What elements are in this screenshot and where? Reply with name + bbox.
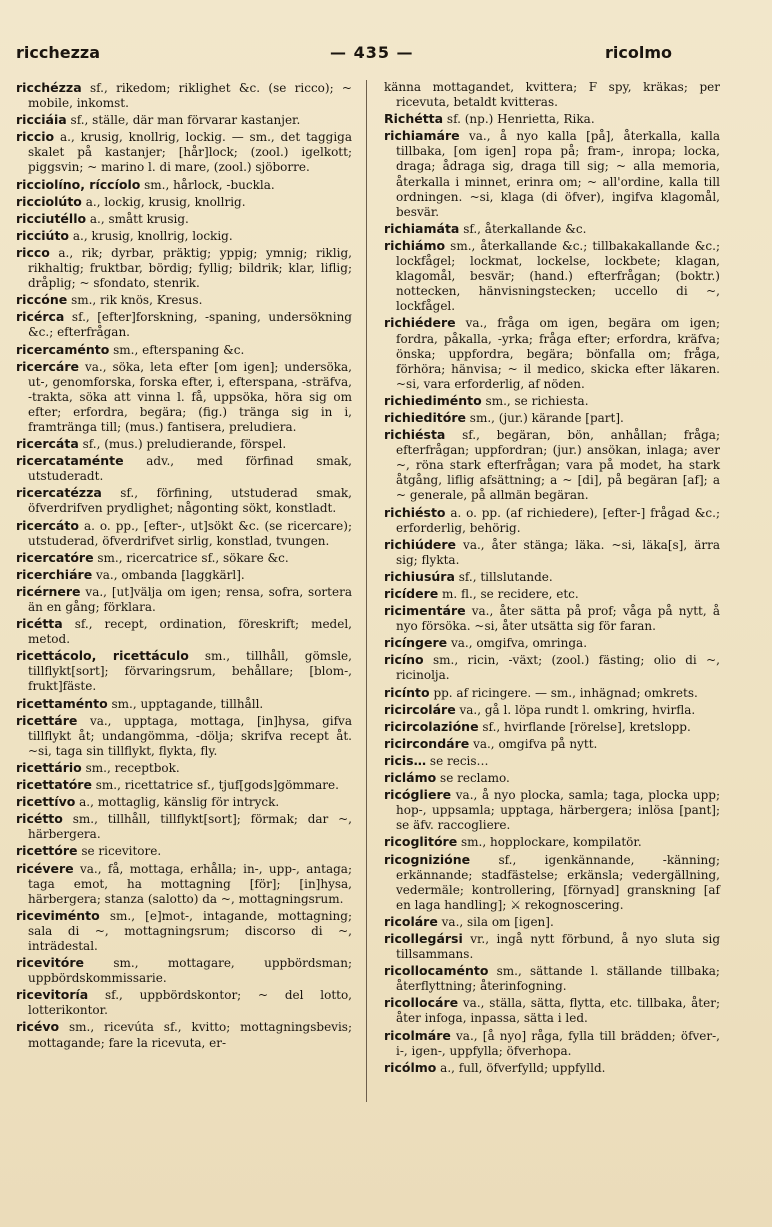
dictionary-entry (16, 129, 352, 175)
entry-definition: känna mottagandet, kvittera; F spy, kräkas; per ricevuta, betaldt kvitteras. (384, 80, 720, 110)
dictionary-entry (16, 760, 352, 776)
entry-headword: ricciolíno, ríccíolo (16, 176, 141, 192)
entry-headword: ricínto (384, 684, 430, 700)
dictionary-entry (384, 995, 720, 1026)
dictionary-entry (384, 393, 720, 409)
dictionary-entry (16, 843, 352, 859)
entry-definition: a., krusig, knollrig, lockig. — sm., det taggiga skalet på kastanjer; [hår]lock; (zool.) igelkott; piggsvin; ~ marino l. di mare, (zool.) sjöborre. (28, 130, 352, 175)
entry-headword: ricólmo (384, 1059, 437, 1075)
entry-headword: ricógliere (384, 787, 452, 803)
dictionary-entry (16, 713, 352, 759)
entry-definition: sm., återkallande &c.; tillbakakallande &c.; lockfågel; lockmat, lockelse, lockbete; klagan, klagomål, besvär; (hand.) efterfrågan; (boktr.) nottecken, hänvisningstecken; uccello di ~, lockfågel. (396, 238, 720, 314)
dictionary-entry (384, 410, 720, 426)
dictionary-entry (16, 485, 352, 516)
dictionary-entry (384, 931, 720, 962)
entry-definition: vr., ingå nytt förbund, å nyo sluta sig tillsammans. (396, 931, 720, 962)
entry-definition: sm., ricercatrice sf., sökare &c. (97, 550, 289, 565)
entry-headword: ricevitóre (16, 955, 84, 971)
entry-headword: richiédere (384, 315, 456, 331)
entry-definition: sm., ricettatrice sf., tjuf[gods]gömmare. (95, 778, 339, 793)
entry-headword: ricerchiáre (16, 566, 93, 582)
entry-definition: va., få, mottaga, erhålla; in-, upp-, antaga; taga emot, ha mottagning [för]; [in]hysa, härbergera; stanza (salotto) da ~, mottagningsrum. (28, 861, 352, 906)
dictionary-entry (384, 80, 720, 110)
entry-definition: sf., igenkännande, -känning; erkännande; stadfästelse; erkänsla; vedergällning, vedermäle; kontrollering, [förnyad] granskning [af en laga handling]; ⚔ rekognoscering. (396, 852, 720, 912)
header-last-word: ricolmo (605, 43, 672, 62)
entry-headword: ricettáre (16, 712, 78, 728)
entry-headword: ricettácolo, ricettáculo (16, 648, 189, 664)
entry-headword: riclámo (384, 770, 437, 786)
entry-headword: richieditóre (384, 409, 466, 425)
dictionary-entry (16, 648, 352, 694)
entry-definition: va., fråga om igen, begära om igen; fordra, påkalla, -yrka; fråga efter; erfordra, kräfva; önska; uppfordra, begära; bönfalla om; fråga, förhöra; hänvisa; ~ il medico, skicka efter läkaren. ~si, vara erforderlig, af nöden. (396, 316, 720, 391)
entry-definition: sf., (mus.) preludierande, förspel. (82, 437, 287, 452)
dictionary-entry (16, 342, 352, 358)
entry-headword: ricíngere (384, 635, 448, 651)
dictionary-entry (16, 1019, 352, 1050)
entry-headword: ricircolazióne (384, 718, 479, 734)
dictionary-entry (16, 861, 352, 907)
dictionary-entry (16, 550, 352, 566)
dictionary-entry (384, 719, 720, 735)
entry-definition: sf., recept, ordination, föreskrift; medel, metod. (28, 617, 352, 647)
entry-definition: va., [å nyo] rågа, fylla till brädden; öfver-, i-, igen-, uppfylla; öfverhopa. (396, 1028, 720, 1058)
entry-definition: a., smått krusig. (89, 211, 189, 226)
entry-headword: ricettaménto (16, 695, 108, 711)
dictionary-entry (384, 128, 720, 220)
entry-definition: sf., uppbördskontor; ~ del lotto, lotterikontor. (28, 988, 352, 1018)
entry-headword: ricollocaménto (384, 963, 489, 979)
entry-definition: va., å nyo kalla [på], återkalla, kalla tillbaka, [om igen] ropa på; fram-, inropa; locka, draga; ådraga sig, draga till sig; ~ alla memoria, återkalla i minnet, erinra om; ~ all'ordine, kalla till ordningen. ~si, klaga (di öfver), ingifva klagomål, besvär. (396, 129, 720, 219)
entry-definition: sm., mottagare, uppbördsman; uppbördskommissarie. (28, 956, 352, 986)
entry-headword: ricettário (16, 759, 82, 775)
dictionary-entry (384, 635, 720, 651)
dictionary-entry (384, 221, 720, 237)
dictionary-entry (16, 518, 352, 549)
entry-definition: va., omgifva, omringa. (450, 636, 588, 651)
entry-definition: sf., tillslutande. (458, 569, 553, 584)
entry-definition: sm., sättande l. ställande tillbaka; återflyttning; återinfogning. (396, 964, 720, 994)
entry-headword: riccio (16, 129, 55, 145)
entry-definition: va., sila om [igen]. (441, 914, 554, 929)
entry-definition: sm., hårlock, -buckla. (144, 177, 275, 192)
entry-definition: va., åter sätta på prof; våga på nytt, å nyo försöka. ~si, åter utsätta sig för faran. (396, 604, 720, 634)
entry-definition: va., upptaga, mottaga, [in]hysa, gifva tillflykt åt; undangömma, -dölja; skrifva recept åt. ~si, taga sin tillflykt, flykta, fly. (28, 713, 352, 758)
entry-headword: ricolmáre (384, 1027, 451, 1043)
entry-definition: va., omgifva på nytt. (473, 736, 598, 751)
entry-headword: richiésto (384, 504, 446, 520)
dictionary-entry (16, 794, 352, 810)
dictionary-entry (384, 770, 720, 786)
dictionary-entry (16, 211, 352, 227)
dictionary-entry (16, 908, 352, 954)
entry-headword: ricévere (16, 860, 74, 876)
entry-headword: ricircondáre (384, 735, 470, 751)
dictionary-entry (384, 852, 720, 913)
dictionary-entry (384, 586, 720, 602)
entry-definition: va., gå l. löpa rundt l. omkring, hvirfla. (459, 702, 696, 717)
dictionary-entry (16, 777, 352, 793)
entry-headword: ricciutéllo (16, 210, 87, 226)
entry-definition: va., ombanda [laggkärl]. (96, 567, 245, 582)
dictionary-entry (16, 359, 352, 435)
entry-headword: ricollocáre (384, 995, 459, 1011)
dictionary-entry (16, 453, 352, 484)
dictionary-entry (16, 292, 352, 308)
entry-definition: sm., tillhåll, gömsle, tillflykt[sort]; förvaringsrum, behållare; [blom-, frukt]fäste. (28, 649, 352, 694)
page-number: — 435 — (330, 43, 414, 62)
entry-definition: se ricevitore. (81, 844, 162, 859)
entry-definition: sm., ricevúta sf., kvitto; mottagningsbevis; mottagande; fare la ricevuta, er- (28, 1020, 352, 1050)
dictionary-entry (16, 228, 352, 244)
entry-headword: richiámo (384, 237, 446, 253)
entry-headword: ricercáta (16, 436, 79, 452)
running-header (0, 43, 772, 71)
entry-definition: a., krusig, knollrig, lockig. (72, 228, 233, 243)
dictionary-entry (16, 987, 352, 1018)
entry-definition: a., lockig, krusig, knollrig. (85, 194, 246, 209)
entry-headword: ricoláre (384, 913, 438, 929)
dictionary-entry (16, 177, 352, 193)
entry-headword: ricévo (16, 1019, 60, 1035)
entry-headword: richiamáta (384, 220, 460, 236)
entry-definition: a. o. pp., [efter-, ut]sökt &c. (se ricercare); utstuderad, öfverdrifvet sirlig, konstlad, tvungen. (28, 518, 352, 548)
entry-headword: ricétto (16, 811, 63, 827)
dictionary-entry (384, 834, 720, 850)
entry-headword: ricíno (384, 652, 424, 668)
dictionary-entry (384, 238, 720, 314)
entry-definition: se reclamo. (440, 771, 510, 786)
entry-definition: sf., begäran, bön, anhållan; fråga; efterfrågan; uppfordran; (jur.) ansökan, inlaga; aver ~, röna stark efterfrågan; vara på modet, ha stark åtgång, liflig afsättning; a ~ [di], på begäran [af]; a ~ generale, på allmän begäran. (396, 428, 720, 503)
entry-headword: ricercatóre (16, 549, 94, 565)
entry-headword: riccóne (16, 292, 68, 308)
entry-headword: ricis… (384, 752, 427, 768)
entry-definition: sf., rikedom; riklighet &c. (se ricco); ~ mobile, inkomst. (28, 81, 352, 111)
dictionary-entry (16, 112, 352, 128)
dictionary-entry (384, 1028, 720, 1059)
entry-definition: pp. af ricingere. — sm., inhägnad; omkrets. (433, 685, 698, 700)
dictionary-entry (384, 427, 720, 503)
dictionary-entry (384, 537, 720, 568)
entry-headword: ricircoláre (384, 701, 456, 717)
entry-definition: va., söka, leta efter [om igen]; undersöka, ut-, genomforska, forska efter, i, efterspana, -sträfva, -trakta, söka att vinna l. få, uppsöka, höra sig om efter; erfordra, begära; (fig.) tränga sig in i, framtränga till; (mus.) fantisera, preludiera. (28, 359, 352, 434)
entry-headword: ricciolúto (16, 193, 82, 209)
entry-definition: va., [ut]välja om igen; rensa, sofra, sortera än en gång; förklara. (28, 584, 352, 614)
entry-definition: sf., [efter]forskning, -spaning, undersökning &c.; efterfrågan. (28, 310, 352, 340)
column-divider (366, 80, 367, 1102)
entry-definition: sm., ricin, -växt; (zool.) fästing; olio di ~, ricinolja. (396, 653, 720, 683)
entry-definition: sm., receptbok. (85, 760, 180, 775)
entry-headword: ricco (16, 244, 50, 260)
entry-definition: sf., hvirflande [rörelse], kretslopp. (482, 719, 691, 734)
dictionary-entry (16, 811, 352, 842)
dictionary-entry (384, 569, 720, 585)
dictionary-entry (384, 787, 720, 833)
entry-headword: ricercaménto (16, 341, 110, 357)
entry-headword: richiediménto (384, 392, 482, 408)
entry-headword: ricercáre (16, 358, 79, 374)
dictionary-entry (16, 80, 352, 111)
entry-headword: ricciáia (16, 112, 67, 128)
entry-definition: sm., [e]mot-, intagande, mottagning; sala di ~, mottagningsrum; discorso di ~, inträdestal. (28, 908, 352, 953)
entry-definition: sm., efterspaning &c. (113, 342, 245, 357)
dictionary-entry (16, 436, 352, 452)
entry-headword: ricercataménte (16, 453, 124, 469)
entry-headword: ricettóre (16, 843, 78, 859)
entry-headword: riceviménto (16, 907, 100, 923)
entry-definition: a., mottaglig, känslig för intryck. (79, 795, 280, 810)
dictionary-entry (384, 603, 720, 634)
entry-headword: ricídere (384, 586, 439, 601)
dictionary-entry (16, 616, 352, 647)
entry-headword: ricciúto (16, 227, 70, 243)
dictionary-entry (384, 315, 720, 391)
entry-headword: ricettívo (16, 794, 76, 810)
entry-definition: sm., hopplockare, kompilatör. (461, 835, 642, 850)
entry-headword: ricevitoría (16, 987, 89, 1003)
dictionary-entry (384, 652, 720, 683)
right-column (384, 80, 720, 1077)
entry-definition: sf., ställe, där man förvarar kastanjer. (70, 113, 301, 128)
entry-definition: sf., förfining, utstuderad smak, öfverdrifven prydlighet; någonting sökt, konstladt. (28, 486, 352, 516)
entry-headword: ricérca (16, 309, 65, 325)
entry-definition: sm., upptagande, tillhåll. (111, 696, 264, 711)
entry-headword: richiúdere (384, 536, 457, 552)
dictionary-entry (16, 245, 352, 291)
entry-headword: ricercáto (16, 517, 79, 533)
dictionary-entry (16, 696, 352, 712)
entry-definition: sm., rik knös, Kresus. (71, 293, 203, 308)
entry-headword: ricétta (16, 616, 63, 632)
dictionary-entry (384, 111, 720, 127)
entry-headword: ricimentáre (384, 603, 466, 619)
dictionary-entry (384, 963, 720, 994)
dictionary-entry (384, 753, 720, 769)
dictionary-entry (384, 914, 720, 930)
entry-headword: Richétta (384, 111, 444, 127)
entry-definition: va., åter stänga; läka. ~si, läka[s], ärra sig; flykta. (396, 537, 720, 567)
entry-headword: ricoglitóre (384, 834, 458, 850)
entry-definition: a., full, öfverfylld; uppfylld. (440, 1060, 606, 1075)
dictionary-entry (16, 309, 352, 340)
entry-headword: ricognizióne (384, 851, 471, 867)
entry-headword: richiésta (384, 427, 446, 443)
dictionary-entry (384, 505, 720, 536)
entry-definition: m. fl., se recidere, etc. (442, 587, 579, 601)
entry-headword: ricettatóre (16, 777, 92, 793)
header-first-word: ricchezza (16, 43, 101, 62)
dictionary-entry (16, 567, 352, 583)
entry-headword: richiusúra (384, 568, 455, 584)
entry-definition: adv., med förfinad smak, utstuderadt. (28, 454, 352, 484)
left-column (16, 80, 352, 1052)
dictionary-entry (384, 1060, 720, 1076)
entry-definition: se recis… (429, 753, 489, 768)
entry-definition: sm., (jur.) kärande [part]. (469, 410, 624, 425)
entry-definition: sf. (np.) Henrietta, Rika. (446, 112, 595, 127)
entry-definition: sf., återkallande &c. (463, 221, 587, 236)
dictionary-entry (384, 702, 720, 718)
entry-headword: ricercatézza (16, 485, 102, 501)
entry-definition: a. o. pp. (af richiedere), [efter-] frågad &c.; erforderlig, behörig. (396, 505, 720, 535)
entry-headword: ricollegársi (384, 930, 463, 946)
entry-definition: va., ställa, sätta, flytta, etc. tillbaka, åter; åter infoga, inpassa, sätta i led. (396, 996, 720, 1026)
entry-headword: richiamáre (384, 128, 460, 144)
entry-definition: va., å nyo plocka, samla; taga, plocka upp; hop-, uppsamla; upptaga, härbergera; inlösa [pant]; se äfv. raccogliere. (396, 788, 720, 833)
entry-definition: sm., se richiesta. (485, 393, 589, 408)
entry-definition: a., rik; dyrbar, präktig; yppig; ymnig; riklig, rikhaltig; fruktbar, bördig; fyllig; bildrik; klar, liflig; dråplig; ~ sfondato, stenrik. (28, 245, 352, 291)
dictionary-entry (16, 194, 352, 210)
entry-definition: sm., tillhåll, tillflykt[sort]; förmak; dar ~, härbergera. (28, 812, 352, 842)
dictionary-entry (384, 736, 720, 752)
dictionary-entry (16, 955, 352, 986)
dictionary-entry (384, 685, 720, 701)
dictionary-entry (16, 584, 352, 615)
entry-headword: ricchézza (16, 80, 82, 95)
entry-headword: ricérnere (16, 583, 81, 599)
